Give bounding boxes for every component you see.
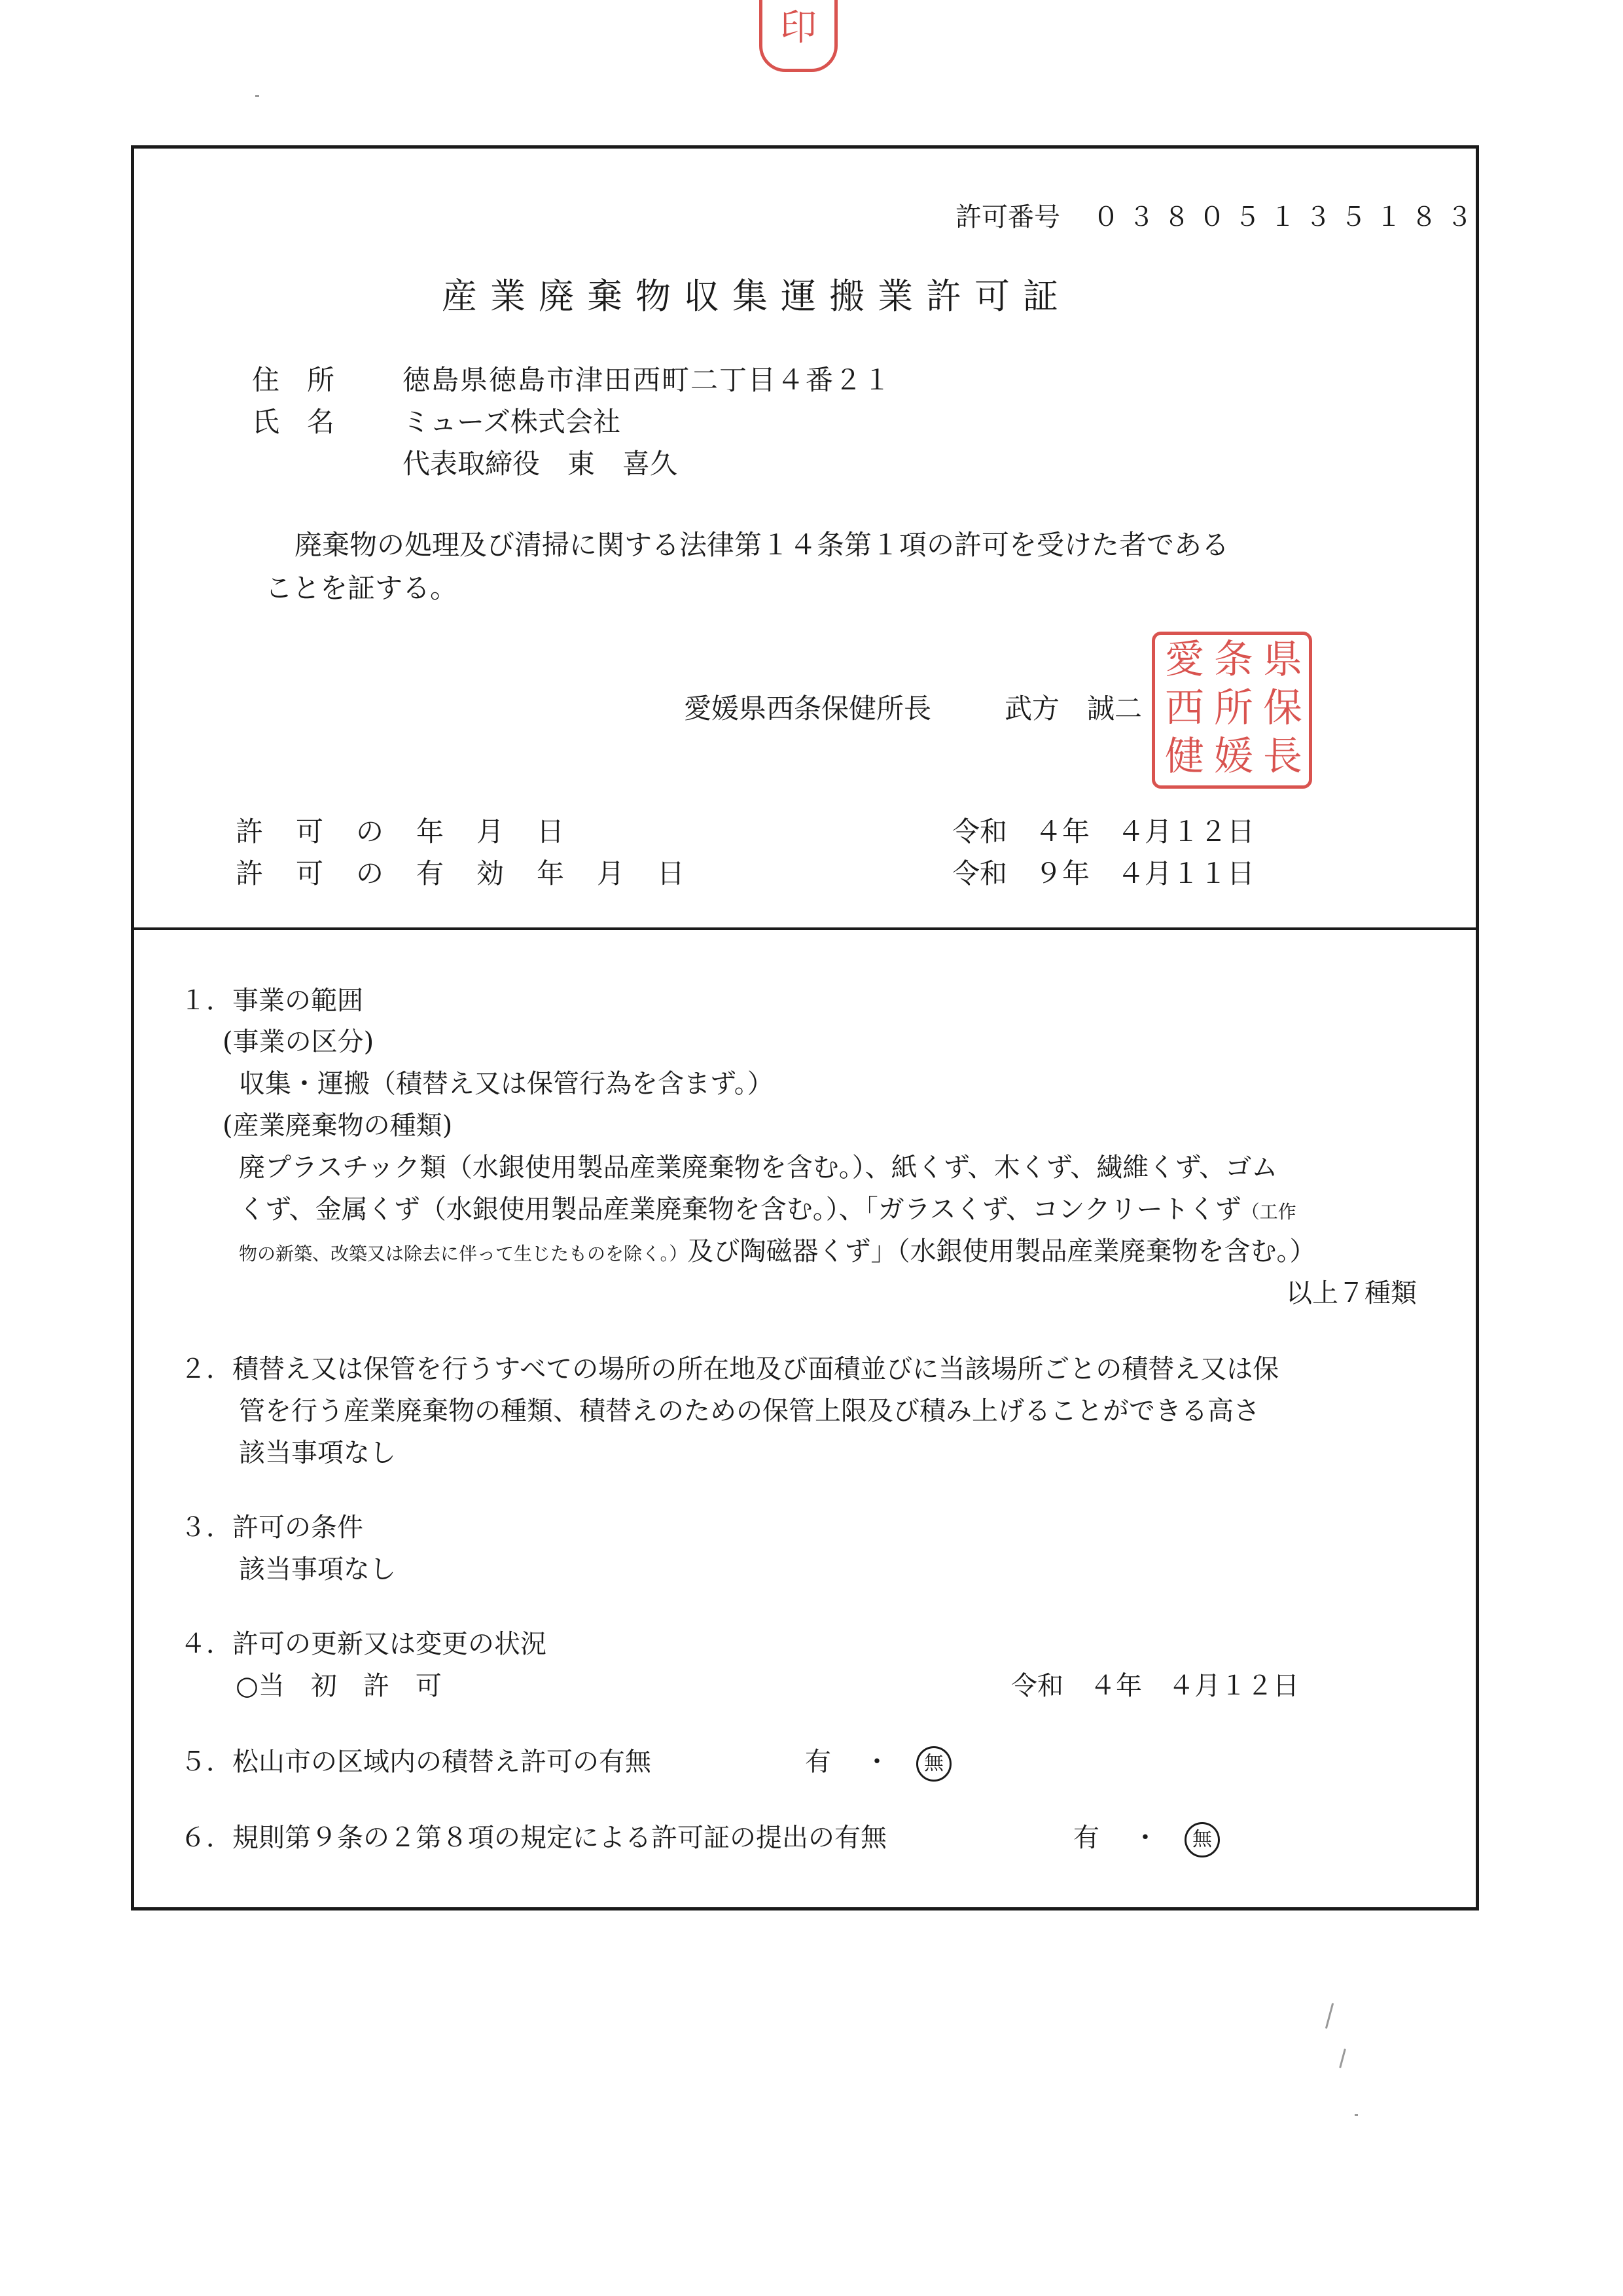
seal-char-2: 保 <box>1263 685 1302 731</box>
company-name: ミューズ株式会社 <box>402 406 621 438</box>
section-5-label: ５．松山市の区域内の積替え許可の有無 <box>180 1747 651 1777</box>
document-title: 産業廃棄物収集運搬業許可証 <box>442 276 1071 317</box>
seal-char-1: 県 <box>1263 637 1302 683</box>
seal-char-6: 所 <box>1214 685 1253 731</box>
name-label: 氏 名 <box>252 406 335 438</box>
section-5-options <box>805 1741 952 1782</box>
section-4-heading: ４．許可の更新又は変更の状況 <box>180 1629 546 1659</box>
section-4-item: ○当 初 許 可 <box>236 1671 442 1701</box>
seal-char-9: 健 <box>1165 734 1204 780</box>
permit-date-value: 令和 ４年 ４月１２日 <box>952 816 1255 848</box>
section-1-types-line-2 <box>239 1189 1296 1226</box>
section-6-yes: 有 <box>1073 1823 1099 1853</box>
certification-line-2: ことを証する。 <box>265 572 458 604</box>
scan-mark-2 <box>1339 2049 1346 2068</box>
section-1-heading: １．事業の範囲 <box>180 986 363 1016</box>
section-1-types-line-3-main: 及び陶磁器くず」（水銀使用製品産業廃棄物を含む。） <box>687 1236 1316 1266</box>
section-2-line-1: ２．積替え又は保管を行うすべての場所の所在地及び面積並びに当該場所ごとの積替え又は保 <box>180 1354 1279 1384</box>
official-seal <box>1152 632 1312 789</box>
section-1-types-line-2-main: くず、金属くず（水銀使用製品産業廃棄物を含む。）、「ガラスくず、コンクリートくず <box>239 1194 1241 1225</box>
seal-char-5: 条 <box>1214 637 1253 683</box>
section-1-types-line-2-note: （工作 <box>1241 1201 1296 1223</box>
seal-char-7: 愛 <box>1165 637 1204 683</box>
section-5-yes: 有 <box>805 1747 831 1777</box>
scan-mark-1 <box>1325 2003 1334 2028</box>
section-6-dot: ・ <box>1132 1823 1158 1853</box>
seal-char-4: 西 <box>1165 685 1204 731</box>
issuer-title: 愛媛県西条保健所長 <box>684 692 932 725</box>
section-3-heading: ３．許可の条件 <box>180 1513 363 1543</box>
permit-date-label: 許 可 の 年 月 日 <box>236 816 567 848</box>
top-seal <box>759 0 838 72</box>
section-1-total: 以上７種類 <box>1286 1278 1417 1308</box>
scan-mark-3 <box>1355 2114 1358 2116</box>
section-divider <box>131 927 1479 930</box>
section-1-category: 収集・運搬（積替え又は保管行為を含まず。） <box>239 1069 774 1099</box>
section-3-value: 該当事項なし <box>239 1554 396 1585</box>
permit-number-value: ０３８０５１３５１８３ <box>1093 202 1482 232</box>
address-value: 徳島県徳島市津田西町二丁目４番２１ <box>402 364 893 396</box>
seal-char-8: 媛 <box>1214 734 1253 780</box>
section-1-types-label: (産業廃棄物の種類) <box>223 1111 453 1141</box>
section-1-types-line-3-note: 物の新築、改築又は除去に伴って生じたものを除く。） <box>239 1243 688 1265</box>
section-5-no-circled: 無 <box>916 1746 952 1782</box>
section-2-line-2: 管を行う産業廃棄物の種類、積替えのための保管上限及び積み上げることができる高さ <box>239 1396 1260 1426</box>
valid-date-label: 許 可 の 有 効 年 月 日 <box>236 857 688 889</box>
section-6-label: ６．規則第９条の２第８項の規定による許可証の提出の有無 <box>180 1823 887 1853</box>
valid-date-value: 令和 ９年 ４月１１日 <box>952 857 1255 889</box>
permit-number <box>955 196 1482 234</box>
section-6-no-circled: 無 <box>1185 1822 1220 1857</box>
section-2-value: 該当事項なし <box>239 1438 396 1468</box>
representative-name: 代表取締役 東 喜久 <box>402 448 678 480</box>
section-5-dot: ・ <box>864 1747 890 1777</box>
top-seal-char: 印 <box>780 7 817 49</box>
seal-char-3: 長 <box>1263 734 1302 780</box>
section-6-options <box>1073 1817 1220 1857</box>
section-1-types-line-1: 廃プラスチック類（水銀使用製品産業廃棄物を含む。）、紙くず、木くず、繊維くず、ゴム <box>239 1153 1278 1183</box>
certification-line-1: 廃棄物の処理及び清掃に関する法律第１４条第１項の許可を受けた者である <box>294 529 1230 561</box>
section-1-types-line-3 <box>239 1230 1315 1268</box>
section-1-category-label: (事業の区分) <box>223 1027 374 1057</box>
issuer-name: 武方 誠二 <box>1005 692 1143 725</box>
section-4-date: 令和 ４年 ４月１２日 <box>1011 1671 1299 1701</box>
permit-number-label: 許可番号 <box>955 202 1060 232</box>
scan-speck <box>255 95 259 97</box>
address-label: 住 所 <box>252 364 335 396</box>
